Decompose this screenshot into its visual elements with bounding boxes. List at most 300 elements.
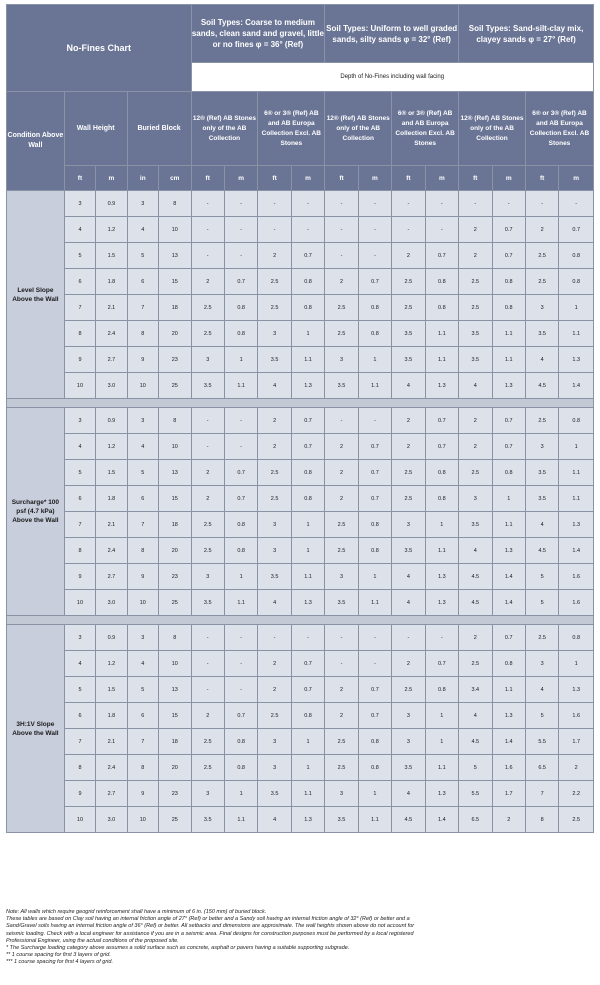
table-row <box>7 373 594 399</box>
stones-12-header-clay: 12® (Ref) AB Stones only of the AB Collection <box>459 92 526 166</box>
table-cell: 1 <box>291 512 324 538</box>
table-cell: 0.7 <box>224 486 257 512</box>
table-cell: 2.5 <box>191 538 224 564</box>
table-cell: 1 <box>559 651 594 677</box>
table-cell: 1.8 <box>96 703 127 729</box>
table-cell: 6 <box>127 703 158 729</box>
table-cell: - <box>224 434 257 460</box>
table-cell: 1.1 <box>492 512 525 538</box>
table-cell: 1.3 <box>559 347 594 373</box>
table-cell: 3.5 <box>392 321 425 347</box>
table-cell: 5 <box>64 677 95 703</box>
table-cell: 0.7 <box>291 651 324 677</box>
table-cell: 3 <box>325 781 358 807</box>
table-cell: 3 <box>525 651 558 677</box>
table-row <box>7 590 594 616</box>
table-cell: - <box>325 243 358 269</box>
table-row <box>7 651 594 677</box>
table-cell: 3 <box>127 408 158 434</box>
table-cell: 0.8 <box>425 486 458 512</box>
table-cell: 0.8 <box>559 243 594 269</box>
no-fines-table <box>6 4 594 833</box>
table-cell: 0.7 <box>358 703 391 729</box>
table-cell: 5 <box>127 243 158 269</box>
table-cell: 0.7 <box>492 217 525 243</box>
table-cell: 2 <box>459 434 492 460</box>
table-cell: 15 <box>159 269 191 295</box>
table-cell: 3.0 <box>96 373 127 399</box>
table-cell: 2.5 <box>559 807 594 833</box>
table-cell: 5 <box>525 703 558 729</box>
table-cell: - <box>224 191 257 217</box>
unit-header: cm <box>159 166 191 191</box>
unit-header: ft <box>525 166 558 191</box>
table-cell: 1.1 <box>224 590 257 616</box>
table-cell: 2.5 <box>459 295 492 321</box>
table-cell: 1.1 <box>291 564 324 590</box>
table-cell: 3 <box>325 347 358 373</box>
table-row <box>7 625 594 651</box>
table-cell: 0.7 <box>291 677 324 703</box>
table-cell: 1.1 <box>291 347 324 373</box>
table-cell: 4.5 <box>525 373 558 399</box>
table-cell: 6 <box>64 269 95 295</box>
table-cell: 1.4 <box>559 373 594 399</box>
table-cell: 2 <box>325 677 358 703</box>
table-cell: 2.5 <box>525 625 558 651</box>
table-cell: 1.1 <box>224 373 257 399</box>
table-cell: 2.5 <box>258 703 291 729</box>
table-cell: 2.5 <box>258 460 291 486</box>
unit-header: ft <box>459 166 492 191</box>
table-cell: 3.5 <box>325 590 358 616</box>
table-cell: 5 <box>525 590 558 616</box>
table-cell: 3.5 <box>392 755 425 781</box>
table-cell: 7 <box>64 729 95 755</box>
table-cell: 5 <box>459 755 492 781</box>
table-cell: - <box>191 625 224 651</box>
table-row <box>7 781 594 807</box>
table-cell: 1.1 <box>492 321 525 347</box>
table-cell: 2.5 <box>525 243 558 269</box>
footnote-line: These tables are based on Clay soil having an internal friction angle of 27° (Ref) or better and a Sandy soil having an internal friction angle of 32° (Ref) or better and a <box>6 916 410 923</box>
table-cell: 18 <box>159 729 191 755</box>
table-cell: 0.9 <box>96 625 127 651</box>
table-cell: 2.5 <box>191 729 224 755</box>
table-cell: 2 <box>191 703 224 729</box>
table-cell: 1.4 <box>425 807 458 833</box>
table-cell: 2.5 <box>392 295 425 321</box>
table-cell: - <box>425 217 458 243</box>
table-cell: 1.3 <box>425 590 458 616</box>
table-cell: 4 <box>459 538 492 564</box>
table-cell: 3.5 <box>459 512 492 538</box>
table-cell: 1 <box>425 729 458 755</box>
table-cell: 10 <box>64 807 95 833</box>
table-cell: 1.4 <box>492 564 525 590</box>
table-cell: - <box>191 217 224 243</box>
table-cell: 1.4 <box>559 538 594 564</box>
table-cell: 1.2 <box>96 434 127 460</box>
table-cell: 4 <box>64 434 95 460</box>
table-cell: 6 <box>64 703 95 729</box>
table-cell: 4 <box>459 703 492 729</box>
table-cell: 20 <box>159 755 191 781</box>
table-cell: - <box>191 434 224 460</box>
unit-header: ft <box>392 166 425 191</box>
table-cell: 3.5 <box>525 486 558 512</box>
table-cell: 0.8 <box>358 755 391 781</box>
table-cell: 3.5 <box>392 538 425 564</box>
table-cell: 5 <box>525 564 558 590</box>
table-row <box>7 703 594 729</box>
table-cell: 20 <box>159 321 191 347</box>
table-cell: 1 <box>358 347 391 373</box>
unit-header: ft <box>191 166 224 191</box>
table-cell: 1 <box>358 781 391 807</box>
table-cell: 4 <box>258 807 291 833</box>
table-cell: 2.5 <box>191 321 224 347</box>
table-cell: 5.5 <box>525 729 558 755</box>
table-cell: 2 <box>191 486 224 512</box>
table-cell: 1 <box>425 703 458 729</box>
table-cell: 7 <box>525 781 558 807</box>
table-cell: 10 <box>159 651 191 677</box>
table-cell: 0.8 <box>425 460 458 486</box>
table-cell: 3.0 <box>96 590 127 616</box>
table-cell: 1.1 <box>425 321 458 347</box>
stones-6-header-clay: 6® or 3® (Ref) AB and AB Europa Collection Excl. AB Stones <box>525 92 593 166</box>
separator-cell <box>7 616 594 625</box>
table-cell: 4 <box>64 651 95 677</box>
table-cell: 25 <box>159 807 191 833</box>
table-cell: 1.3 <box>559 512 594 538</box>
table-cell: 3 <box>325 564 358 590</box>
table-cell: 1 <box>291 729 324 755</box>
unit-header: ft <box>258 166 291 191</box>
table-cell: 3.5 <box>191 373 224 399</box>
table-cell: 23 <box>159 781 191 807</box>
table-cell: 3.5 <box>258 347 291 373</box>
table-cell: 1.1 <box>224 807 257 833</box>
separator-cell <box>7 399 594 408</box>
unit-header: m <box>224 166 257 191</box>
table-cell: 4.5 <box>459 729 492 755</box>
table-cell: 20 <box>159 538 191 564</box>
table-row <box>7 347 594 373</box>
table-cell: 2 <box>459 408 492 434</box>
table-cell: - <box>325 625 358 651</box>
table-cell: - <box>291 217 324 243</box>
table-cell: 4 <box>392 373 425 399</box>
table-cell: 6 <box>64 486 95 512</box>
table-row <box>7 512 594 538</box>
table-cell: 2 <box>459 243 492 269</box>
unit-header: m <box>425 166 458 191</box>
table-cell: - <box>191 408 224 434</box>
table-cell: 1.1 <box>425 755 458 781</box>
table-cell: 3 <box>525 295 558 321</box>
table-cell: 1.6 <box>559 590 594 616</box>
table-cell: 3.5 <box>525 460 558 486</box>
unit-header: m <box>559 166 594 191</box>
table-cell: 4.5 <box>459 564 492 590</box>
table-cell: 4 <box>392 590 425 616</box>
table-cell: 1.2 <box>96 651 127 677</box>
condition-label: Level Slope Above the Wall <box>7 191 65 399</box>
table-cell: 2 <box>258 243 291 269</box>
table-cell: 1.7 <box>492 781 525 807</box>
table-cell: 4 <box>64 217 95 243</box>
table-cell: - <box>191 243 224 269</box>
table-cell: 7 <box>127 729 158 755</box>
table-cell: 0.8 <box>291 295 324 321</box>
table-cell: - <box>425 625 458 651</box>
soil-type-clay: Soil Types: Sand-silt-clay mix, clayey sands φ = 27° (Ref) <box>459 5 594 63</box>
table-cell: 25 <box>159 590 191 616</box>
table-row <box>7 729 594 755</box>
table-cell: 1.4 <box>492 590 525 616</box>
table-cell: 1.7 <box>559 729 594 755</box>
table-cell: 3.5 <box>459 321 492 347</box>
table-cell: 0.8 <box>358 729 391 755</box>
table-cell: 3 <box>127 625 158 651</box>
table-cell: - <box>358 191 391 217</box>
table-cell: 2.5 <box>191 295 224 321</box>
soil-type-coarse: Soil Types: Coarse to medium sands, clean sand and gravel, little or no fines φ = 36° (Ref) <box>191 5 325 63</box>
table-cell: 4 <box>525 677 558 703</box>
table-row <box>7 295 594 321</box>
table-cell: 0.7 <box>224 703 257 729</box>
table-cell: 2.1 <box>96 729 127 755</box>
section-separator <box>7 399 594 408</box>
table-cell: 7 <box>127 512 158 538</box>
table-cell: 1 <box>224 347 257 373</box>
table-cell: 1.6 <box>492 755 525 781</box>
table-cell: 2.5 <box>325 512 358 538</box>
table-cell: 4 <box>392 781 425 807</box>
table-cell: 2.5 <box>325 538 358 564</box>
table-row <box>7 434 594 460</box>
table-cell: 0.8 <box>492 460 525 486</box>
table-cell: 0.7 <box>358 460 391 486</box>
table-cell: 0.7 <box>425 651 458 677</box>
table-cell: 1 <box>224 781 257 807</box>
table-cell: - <box>191 191 224 217</box>
table-cell: 13 <box>159 460 191 486</box>
table-cell: 1.2 <box>96 217 127 243</box>
table-cell: 13 <box>159 243 191 269</box>
table-cell: 4.5 <box>392 807 425 833</box>
table-cell: 2 <box>325 460 358 486</box>
table-cell: 7 <box>64 295 95 321</box>
table-cell: 2.5 <box>258 295 291 321</box>
table-cell: 2.5 <box>191 755 224 781</box>
table-cell: 2 <box>392 243 425 269</box>
table-cell: 8 <box>159 408 191 434</box>
table-cell: 3 <box>525 434 558 460</box>
table-row <box>7 564 594 590</box>
table-cell: 3 <box>258 321 291 347</box>
table-cell: 2 <box>459 217 492 243</box>
table-cell: 0.7 <box>358 434 391 460</box>
table-cell: 0.8 <box>291 486 324 512</box>
table-cell: 8 <box>64 538 95 564</box>
table-cell: 10 <box>64 373 95 399</box>
table-cell: 1.3 <box>425 564 458 590</box>
table-cell: 2.2 <box>559 781 594 807</box>
table-cell: 2 <box>392 408 425 434</box>
table-cell: 1 <box>291 538 324 564</box>
table-cell: 1.1 <box>559 460 594 486</box>
unit-header: m <box>492 166 525 191</box>
table-cell: 2.5 <box>525 269 558 295</box>
table-cell: 10 <box>159 434 191 460</box>
table-cell: 2.5 <box>258 269 291 295</box>
table-cell: 0.7 <box>358 677 391 703</box>
buried-block-header: Buried Block <box>127 92 191 166</box>
table-cell: 0.7 <box>291 434 324 460</box>
table-cell: 1.1 <box>425 538 458 564</box>
table-cell: 23 <box>159 564 191 590</box>
table-cell: 3.5 <box>325 807 358 833</box>
table-cell: - <box>258 217 291 243</box>
table-cell: - <box>191 677 224 703</box>
table-cell: 0.8 <box>492 651 525 677</box>
table-cell: - <box>358 651 391 677</box>
table-cell: 3 <box>191 564 224 590</box>
footnote-line: Note: All walls which require geogrid reinforcement shall have a minimum of 6 in. (150 mm) of buried block. <box>6 909 267 915</box>
table-cell: 10 <box>127 590 158 616</box>
table-cell: 0.9 <box>96 191 127 217</box>
table-row <box>7 269 594 295</box>
table-cell: - <box>358 408 391 434</box>
table-cell: - <box>291 191 324 217</box>
table-cell: - <box>559 191 594 217</box>
table-cell: 1.1 <box>559 321 594 347</box>
table-cell: 1.3 <box>291 590 324 616</box>
table-cell: 0.8 <box>224 538 257 564</box>
table-cell: 1.1 <box>492 347 525 373</box>
table-cell: 0.9 <box>96 408 127 434</box>
table-cell: 3.5 <box>525 321 558 347</box>
table-cell: 10 <box>159 217 191 243</box>
table-cell: 3.5 <box>258 564 291 590</box>
table-cell: 1.8 <box>96 486 127 512</box>
table-cell: 2.5 <box>392 486 425 512</box>
table-cell: 3 <box>127 191 158 217</box>
table-cell: 15 <box>159 486 191 512</box>
table-cell: 1.1 <box>559 486 594 512</box>
unit-header: in <box>127 166 158 191</box>
table-cell: 1.5 <box>96 460 127 486</box>
stones-6-header-coarse: 6® or 3® (Ref) AB and AB Europa Collection Excl. AB Stones <box>258 92 325 166</box>
table-cell: 0.7 <box>559 217 594 243</box>
table-cell: 18 <box>159 512 191 538</box>
table-cell: 0.8 <box>224 729 257 755</box>
table-cell: 0.8 <box>291 269 324 295</box>
table-cell: 1 <box>559 295 594 321</box>
table-cell: 5 <box>127 677 158 703</box>
table-cell: 1 <box>425 512 458 538</box>
table-cell: 0.7 <box>358 269 391 295</box>
table-cell: 1.8 <box>96 269 127 295</box>
condition-header: Condition Above Wall <box>7 92 65 191</box>
table-row <box>7 538 594 564</box>
table-cell: 0.8 <box>425 295 458 321</box>
table-cell: 8 <box>127 321 158 347</box>
table-cell: 1 <box>291 321 324 347</box>
table-cell: 23 <box>159 347 191 373</box>
table-cell: 3.5 <box>258 781 291 807</box>
table-cell: 1.1 <box>358 373 391 399</box>
unit-header: ft <box>64 166 95 191</box>
table-cell: 3 <box>191 781 224 807</box>
table-cell: 3 <box>392 729 425 755</box>
table-cell: 2.5 <box>459 460 492 486</box>
table-row <box>7 191 594 217</box>
table-cell: 2 <box>392 651 425 677</box>
table-cell: 2 <box>325 434 358 460</box>
table-cell: 2 <box>392 434 425 460</box>
table-cell: 0.7 <box>425 434 458 460</box>
table-cell: 0.8 <box>492 269 525 295</box>
table-cell: 25 <box>159 373 191 399</box>
table-cell: 1.1 <box>425 347 458 373</box>
table-cell: 8 <box>64 321 95 347</box>
table-row <box>7 460 594 486</box>
table-cell: - <box>525 191 558 217</box>
table-cell: 2.1 <box>96 295 127 321</box>
table-cell: 1 <box>358 564 391 590</box>
table-cell: 3 <box>64 625 95 651</box>
table-cell: 3 <box>392 512 425 538</box>
table-cell: 2.7 <box>96 564 127 590</box>
unit-header: ft <box>325 166 358 191</box>
table-cell: 4 <box>258 590 291 616</box>
table-cell: 0.7 <box>425 408 458 434</box>
table-cell: 0.7 <box>291 408 324 434</box>
table-cell: 1.3 <box>492 373 525 399</box>
table-cell: 2.5 <box>459 269 492 295</box>
table-cell: 5 <box>64 460 95 486</box>
table-cell: 3 <box>392 703 425 729</box>
table-row <box>7 486 594 512</box>
table-cell: 1.3 <box>291 373 324 399</box>
table-cell: 9 <box>64 564 95 590</box>
table-cell: 2.4 <box>96 755 127 781</box>
footnote-line: ** 1 course spacing for first 3 layers of grid. <box>6 952 111 959</box>
table-cell: 1.1 <box>358 807 391 833</box>
table-cell: 0.7 <box>358 486 391 512</box>
table-cell: 2 <box>559 755 594 781</box>
table-cell: 5 <box>64 243 95 269</box>
table-cell: 2 <box>325 486 358 512</box>
table-cell: - <box>291 625 324 651</box>
table-cell: 4 <box>392 564 425 590</box>
table-cell: 0.8 <box>358 512 391 538</box>
table-cell: 2.4 <box>96 321 127 347</box>
table-row <box>7 408 594 434</box>
table-cell: 10 <box>127 373 158 399</box>
table-cell: 2.1 <box>96 512 127 538</box>
table-cell: 1.1 <box>358 590 391 616</box>
table-cell: 1.3 <box>492 538 525 564</box>
table-cell: - <box>358 243 391 269</box>
table-cell: - <box>258 625 291 651</box>
table-cell: 1.3 <box>425 781 458 807</box>
table-cell: 3 <box>64 408 95 434</box>
